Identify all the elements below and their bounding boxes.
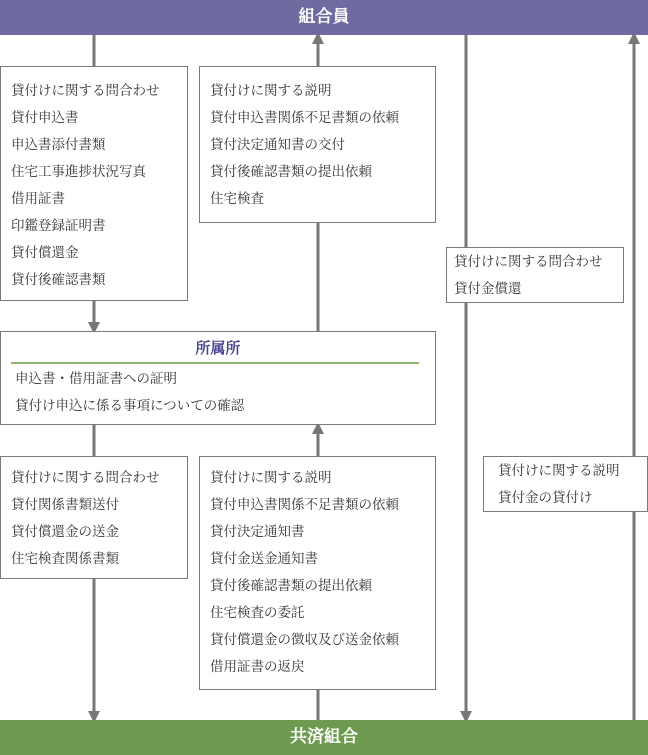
list-item: 貸付けに関する説明	[498, 463, 620, 479]
list-item: 住宅検査	[210, 191, 264, 207]
association-to-office-box	[199, 456, 436, 690]
list-item: 貸付けに関する問合わせ	[11, 83, 160, 99]
list-item: 貸付け申込に係る事項についての確認	[15, 398, 245, 414]
association-title: 共済組合	[290, 727, 358, 747]
association-to-member-box	[483, 456, 648, 512]
item-list	[498, 458, 647, 512]
list-item: 貸付決定通知書	[210, 524, 305, 540]
office-title-rule	[11, 362, 419, 364]
office-to-member-box	[199, 66, 436, 223]
list-item: 貸付後確認書類の提出依頼	[210, 164, 372, 180]
list-item: 印鑑登録証明書	[11, 218, 106, 234]
office-box	[0, 331, 436, 425]
item-list	[210, 78, 435, 213]
item-list	[11, 366, 425, 420]
list-item: 貸付後確認書類	[11, 272, 106, 288]
list-item: 貸付償還金	[11, 245, 79, 261]
item-list	[210, 465, 435, 681]
list-item: 貸付関係書類送付	[11, 497, 119, 513]
list-item: 申込書添付書類	[11, 137, 106, 153]
list-item: 貸付けに関する説明	[210, 83, 332, 99]
list-item: 貸付金償還	[454, 281, 522, 297]
list-item: 貸付償還金の送金	[11, 524, 119, 540]
list-item: 申込書・借用証書への証明	[15, 371, 177, 387]
list-item: 貸付けに関する問合わせ	[454, 254, 603, 270]
list-item: 貸付決定通知書の交付	[210, 137, 345, 153]
office-title: 所属所	[195, 339, 241, 357]
item-list	[11, 78, 187, 294]
list-item: 貸付申込書関係不足書類の依頼	[210, 497, 399, 513]
list-item: 貸付金送金通知書	[210, 551, 318, 567]
association-footer	[0, 720, 648, 755]
list-item: 貸付償還金の徴収及び送金依頼	[210, 632, 399, 648]
list-item: 貸付申込書	[11, 110, 79, 126]
list-item: 借用証書の返戻	[210, 659, 305, 675]
list-item: 貸付けに関する問合わせ	[11, 470, 160, 486]
office-to-association-box	[0, 456, 188, 579]
list-item: 貸付金の貸付け	[498, 490, 593, 506]
list-item: 住宅検査関係書類	[11, 551, 119, 567]
list-item: 住宅検査の委託	[210, 605, 305, 621]
list-item: 貸付申込書関係不足書類の依頼	[210, 110, 399, 126]
member-title: 組合員	[298, 7, 350, 27]
member-to-office-box	[0, 66, 188, 301]
list-item: 借用証書	[11, 191, 65, 207]
list-item: 住宅工事進捗状況写真	[11, 164, 146, 180]
list-item: 貸付後確認書類の提出依頼	[210, 578, 372, 594]
item-list	[11, 465, 187, 573]
member-to-association-box	[446, 247, 624, 303]
list-item: 貸付けに関する説明	[210, 470, 332, 486]
item-list	[454, 249, 623, 303]
member-header	[0, 0, 648, 35]
